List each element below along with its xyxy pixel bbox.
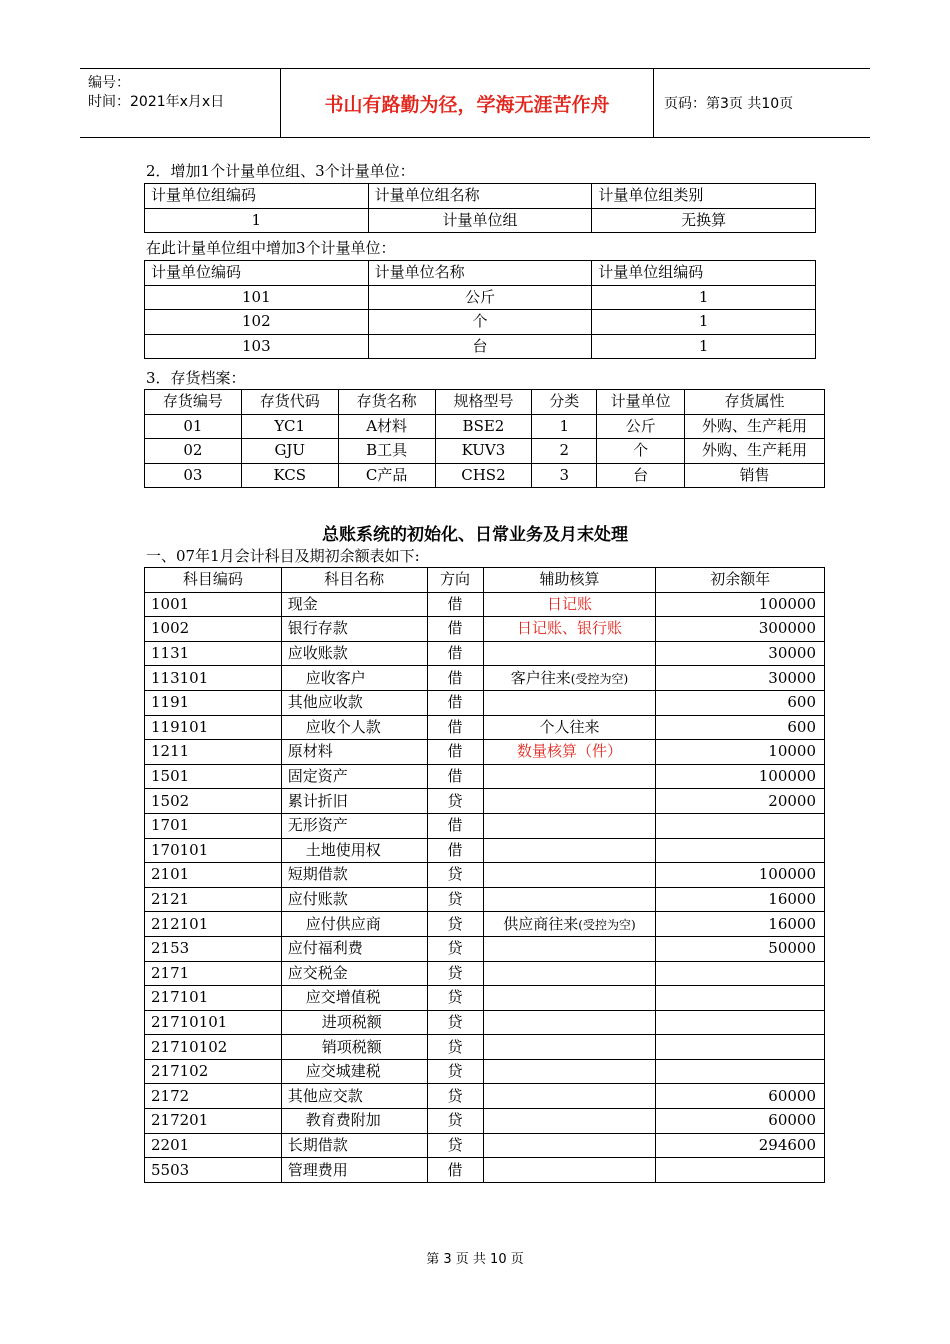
opening-balance: 100000 xyxy=(656,592,825,617)
auxiliary-accounting xyxy=(483,863,656,888)
account-code: 21710101 xyxy=(145,1010,282,1035)
opening-balance: 100000 xyxy=(656,863,825,888)
table-row xyxy=(145,1158,825,1183)
table-row xyxy=(145,463,825,488)
account-direction: 借 xyxy=(427,592,483,617)
account-code: 212101 xyxy=(145,912,282,937)
opening-balance: 30000 xyxy=(656,641,825,666)
account-name: 无形资产 xyxy=(281,813,427,838)
opening-balance: 60000 xyxy=(656,1084,825,1109)
header-cell: 计量单位名称 xyxy=(368,261,592,286)
table-cell: YC1 xyxy=(241,414,338,439)
table-cell: C产品 xyxy=(338,463,435,488)
table-row xyxy=(145,1133,825,1158)
auxiliary-accounting xyxy=(483,838,656,863)
table-row xyxy=(145,285,816,310)
table-row xyxy=(145,740,825,765)
header-cell: 规格型号 xyxy=(435,390,532,415)
account-code: 217201 xyxy=(145,1109,282,1134)
auxiliary-accounting xyxy=(483,1084,656,1109)
table-row xyxy=(145,1010,825,1035)
table-cell: 103 xyxy=(145,334,369,359)
table-row xyxy=(145,617,825,642)
opening-balance xyxy=(656,986,825,1011)
table-row xyxy=(145,439,825,464)
table-cell: 03 xyxy=(145,463,242,488)
table-row xyxy=(145,666,825,691)
opening-balance: 20000 xyxy=(656,789,825,814)
table-cell: 1 xyxy=(592,310,816,335)
table-cell: GJU xyxy=(241,439,338,464)
account-code: 119101 xyxy=(145,715,282,740)
account-code: 5503 xyxy=(145,1158,282,1183)
account-direction: 贷 xyxy=(427,887,483,912)
table-cell: 外购、生产耗用 xyxy=(685,414,825,439)
account-name: 教育费附加 xyxy=(281,1109,427,1134)
auxiliary-accounting xyxy=(483,813,656,838)
account-name: 应付账款 xyxy=(281,887,427,912)
auxiliary-note: (受控为空) xyxy=(578,917,636,932)
account-code: 2172 xyxy=(145,1084,282,1109)
date-label: 时间：2021年x月x日 xyxy=(88,94,225,110)
auxiliary-accounting xyxy=(483,1109,656,1134)
account-direction: 借 xyxy=(427,764,483,789)
account-table xyxy=(144,567,825,1183)
opening-balance: 10000 xyxy=(656,740,825,765)
unit-group-table xyxy=(144,183,816,233)
table-cell: 2 xyxy=(532,439,597,464)
header-cell: 计量单位组编码 xyxy=(592,261,816,286)
account-name: 固定资产 xyxy=(281,764,427,789)
opening-balance: 100000 xyxy=(656,764,825,789)
account-name: 短期借款 xyxy=(281,863,427,888)
account-direction: 贷 xyxy=(427,961,483,986)
table-row xyxy=(145,1059,825,1084)
account-direction: 借 xyxy=(427,690,483,715)
account-name: 原材料 xyxy=(281,740,427,765)
opening-balance: 16000 xyxy=(656,912,825,937)
auxiliary-text: 个人往来 xyxy=(539,717,600,736)
account-code: 2171 xyxy=(145,961,282,986)
motto: 书山有路勤为径，学海无涯苦作舟 xyxy=(281,69,654,137)
auxiliary-accounting xyxy=(483,986,656,1011)
table-cell: BSE2 xyxy=(435,414,532,439)
table-header-row xyxy=(145,261,816,286)
account-direction: 借 xyxy=(427,813,483,838)
account-code: 2121 xyxy=(145,887,282,912)
auxiliary-text: 客户往来 xyxy=(510,668,571,687)
auxiliary-accounting xyxy=(483,715,656,740)
account-direction: 贷 xyxy=(427,1133,483,1158)
opening-balance xyxy=(656,1035,825,1060)
table-row xyxy=(145,1109,825,1134)
auxiliary-accounting xyxy=(483,1133,656,1158)
table-cell: CHS2 xyxy=(435,463,532,488)
account-name: 管理费用 xyxy=(281,1158,427,1183)
table-cell: 02 xyxy=(145,439,242,464)
account-name: 应付福利费 xyxy=(281,936,427,961)
account-direction: 贷 xyxy=(427,1109,483,1134)
account-direction: 贷 xyxy=(427,863,483,888)
header-cell: 存货编号 xyxy=(145,390,242,415)
account-name: 银行存款 xyxy=(281,617,427,642)
table-cell: 1 xyxy=(532,414,597,439)
account-direction: 贷 xyxy=(427,1035,483,1060)
auxiliary-accounting xyxy=(483,690,656,715)
account-direction: 借 xyxy=(427,715,483,740)
table-cell: KCS xyxy=(241,463,338,488)
unit-table xyxy=(144,260,816,359)
opening-balance xyxy=(656,1059,825,1084)
auxiliary-accounting xyxy=(483,789,656,814)
account-direction: 借 xyxy=(427,617,483,642)
table-row xyxy=(145,592,825,617)
table-row xyxy=(145,690,825,715)
table-cell: 个 xyxy=(368,310,592,335)
account-name: 土地使用权 xyxy=(281,838,427,863)
account-code: 1001 xyxy=(145,592,282,617)
table-row xyxy=(145,414,825,439)
account-code: 113101 xyxy=(145,666,282,691)
table-cell: 1 xyxy=(592,334,816,359)
account-code: 1701 xyxy=(145,813,282,838)
opening-balance xyxy=(656,1010,825,1035)
table-row xyxy=(145,813,825,838)
opening-balance: 50000 xyxy=(656,936,825,961)
account-code: 2153 xyxy=(145,936,282,961)
account-code: 217101 xyxy=(145,986,282,1011)
opening-balance: 16000 xyxy=(656,887,825,912)
account-direction: 贷 xyxy=(427,1010,483,1035)
table-cell: 1 xyxy=(145,208,369,233)
table-row xyxy=(145,986,825,1011)
opening-balance: 600 xyxy=(656,715,825,740)
account-direction: 借 xyxy=(427,838,483,863)
table-row xyxy=(145,1035,825,1060)
header-cell: 分类 xyxy=(532,390,597,415)
account-name: 进项税额 xyxy=(281,1010,427,1035)
header-cell: 计量单位 xyxy=(597,390,685,415)
account-name: 累计折旧 xyxy=(281,789,427,814)
table-cell: 销售 xyxy=(685,463,825,488)
auxiliary-accounting xyxy=(483,1059,656,1084)
account-direction: 贷 xyxy=(427,936,483,961)
gl-intro: 一、07年1月会计科目及期初余额表如下: xyxy=(146,547,420,565)
auxiliary-note: (受控为空) xyxy=(570,671,629,686)
account-code: 170101 xyxy=(145,838,282,863)
table-cell: 计量单位组 xyxy=(368,208,592,233)
account-code: 1502 xyxy=(145,789,282,814)
account-table-body xyxy=(145,592,825,1182)
table-cell: 3 xyxy=(532,463,597,488)
auxiliary-accounting xyxy=(483,764,656,789)
auxiliary-text: 日记账 xyxy=(546,594,592,613)
header-cell: 存货名称 xyxy=(338,390,435,415)
section2-title: 2．增加1个计量单位组、3个计量单位： xyxy=(146,162,415,180)
header-cell: 计量单位组类别 xyxy=(592,184,816,209)
auxiliary-text: 日记账、银行账 xyxy=(516,619,622,638)
table-cell: 101 xyxy=(145,285,369,310)
account-code: 2201 xyxy=(145,1133,282,1158)
table-cell: KUV3 xyxy=(435,439,532,464)
table-cell: 个 xyxy=(597,439,685,464)
header-cell: 科目编码 xyxy=(145,568,282,593)
page-info: 页码：第3页 共10页 xyxy=(664,96,794,112)
account-name: 应交城建税 xyxy=(281,1059,427,1084)
account-code: 1191 xyxy=(145,690,282,715)
auxiliary-text: 供应商往来 xyxy=(503,914,579,933)
account-name: 应付供应商 xyxy=(281,912,427,937)
table-header-row xyxy=(145,184,816,209)
table-header-row xyxy=(145,568,825,593)
auxiliary-accounting xyxy=(483,1035,656,1060)
table-row xyxy=(145,764,825,789)
opening-balance: 60000 xyxy=(656,1109,825,1134)
header-cell: 辅助核算 xyxy=(483,568,656,593)
opening-balance xyxy=(656,838,825,863)
account-code: 1131 xyxy=(145,641,282,666)
table-row xyxy=(145,310,816,335)
auxiliary-accounting xyxy=(483,666,656,691)
account-direction: 贷 xyxy=(427,986,483,1011)
opening-balance: 600 xyxy=(656,690,825,715)
auxiliary-accounting xyxy=(483,592,656,617)
account-name: 应交税金 xyxy=(281,961,427,986)
auxiliary-accounting xyxy=(483,617,656,642)
table-row xyxy=(145,912,825,937)
account-code: 1002 xyxy=(145,617,282,642)
account-direction: 贷 xyxy=(427,1059,483,1084)
table-row xyxy=(145,936,825,961)
table-cell: 公斤 xyxy=(368,285,592,310)
table-header-row xyxy=(145,390,825,415)
opening-balance xyxy=(656,813,825,838)
account-direction: 借 xyxy=(427,666,483,691)
auxiliary-accounting xyxy=(483,887,656,912)
header-cell: 存货代码 xyxy=(241,390,338,415)
unit-intro: 在此计量单位组中增加3个计量单位： xyxy=(146,239,396,257)
account-code: 1501 xyxy=(145,764,282,789)
account-name: 销项税额 xyxy=(281,1035,427,1060)
auxiliary-accounting xyxy=(483,1158,656,1183)
account-name: 其他应交款 xyxy=(281,1084,427,1109)
account-direction: 贷 xyxy=(427,912,483,937)
auxiliary-accounting xyxy=(483,641,656,666)
table-cell: 外购、生产耗用 xyxy=(685,439,825,464)
account-direction: 贷 xyxy=(427,1084,483,1109)
table-cell: 台 xyxy=(368,334,592,359)
table-cell: 无换算 xyxy=(592,208,816,233)
account-code: 1211 xyxy=(145,740,282,765)
section3-title: 3．存货档案： xyxy=(146,369,246,387)
auxiliary-accounting xyxy=(483,912,656,937)
table-cell: 102 xyxy=(145,310,369,335)
opening-balance: 300000 xyxy=(656,617,825,642)
table-cell: 台 xyxy=(597,463,685,488)
table-cell: 01 xyxy=(145,414,242,439)
opening-balance xyxy=(656,1158,825,1183)
table-row xyxy=(145,1084,825,1109)
table-row xyxy=(145,887,825,912)
gl-title: 总账系统的初始化、日常业务及月末处理 xyxy=(322,525,628,545)
account-name: 应交增值税 xyxy=(281,986,427,1011)
auxiliary-accounting xyxy=(483,1010,656,1035)
table-cell: 1 xyxy=(592,285,816,310)
account-direction: 借 xyxy=(427,1158,483,1183)
account-code: 21710102 xyxy=(145,1035,282,1060)
account-direction: 借 xyxy=(427,641,483,666)
account-direction: 贷 xyxy=(427,789,483,814)
table-row xyxy=(145,863,825,888)
page-header xyxy=(80,68,870,138)
code-label: 编号： xyxy=(88,75,130,91)
opening-balance: 294600 xyxy=(656,1133,825,1158)
page-footer: 第 3 页 共 10 页 xyxy=(426,1252,524,1267)
header-cell: 初余额年 xyxy=(656,568,825,593)
header-cell: 科目名称 xyxy=(281,568,427,593)
account-direction: 借 xyxy=(427,740,483,765)
account-name: 应收个人款 xyxy=(281,715,427,740)
header-cell: 计量单位编码 xyxy=(145,261,369,286)
header-cell: 存货属性 xyxy=(685,390,825,415)
header-cell: 计量单位组编码 xyxy=(145,184,369,209)
account-code: 2101 xyxy=(145,863,282,888)
table-row xyxy=(145,208,816,233)
table-row xyxy=(145,961,825,986)
table-row xyxy=(145,334,816,359)
table-row xyxy=(145,789,825,814)
auxiliary-accounting xyxy=(483,740,656,765)
table-row xyxy=(145,715,825,740)
table-cell: A材料 xyxy=(338,414,435,439)
opening-balance xyxy=(656,961,825,986)
auxiliary-accounting xyxy=(483,936,656,961)
table-cell: B工具 xyxy=(338,439,435,464)
account-name: 长期借款 xyxy=(281,1133,427,1158)
header-meta xyxy=(80,69,281,137)
inventory-table xyxy=(144,389,825,488)
header-cell: 方向 xyxy=(427,568,483,593)
header-cell: 计量单位组名称 xyxy=(368,184,592,209)
account-name: 现金 xyxy=(281,592,427,617)
table-cell: 公斤 xyxy=(597,414,685,439)
auxiliary-accounting xyxy=(483,961,656,986)
account-name: 应收客户 xyxy=(281,666,427,691)
auxiliary-text: 数量核算（件） xyxy=(516,742,622,761)
account-name: 其他应收款 xyxy=(281,690,427,715)
account-code: 217102 xyxy=(145,1059,282,1084)
opening-balance: 30000 xyxy=(656,666,825,691)
table-row xyxy=(145,641,825,666)
account-name: 应收账款 xyxy=(281,641,427,666)
table-row xyxy=(145,838,825,863)
